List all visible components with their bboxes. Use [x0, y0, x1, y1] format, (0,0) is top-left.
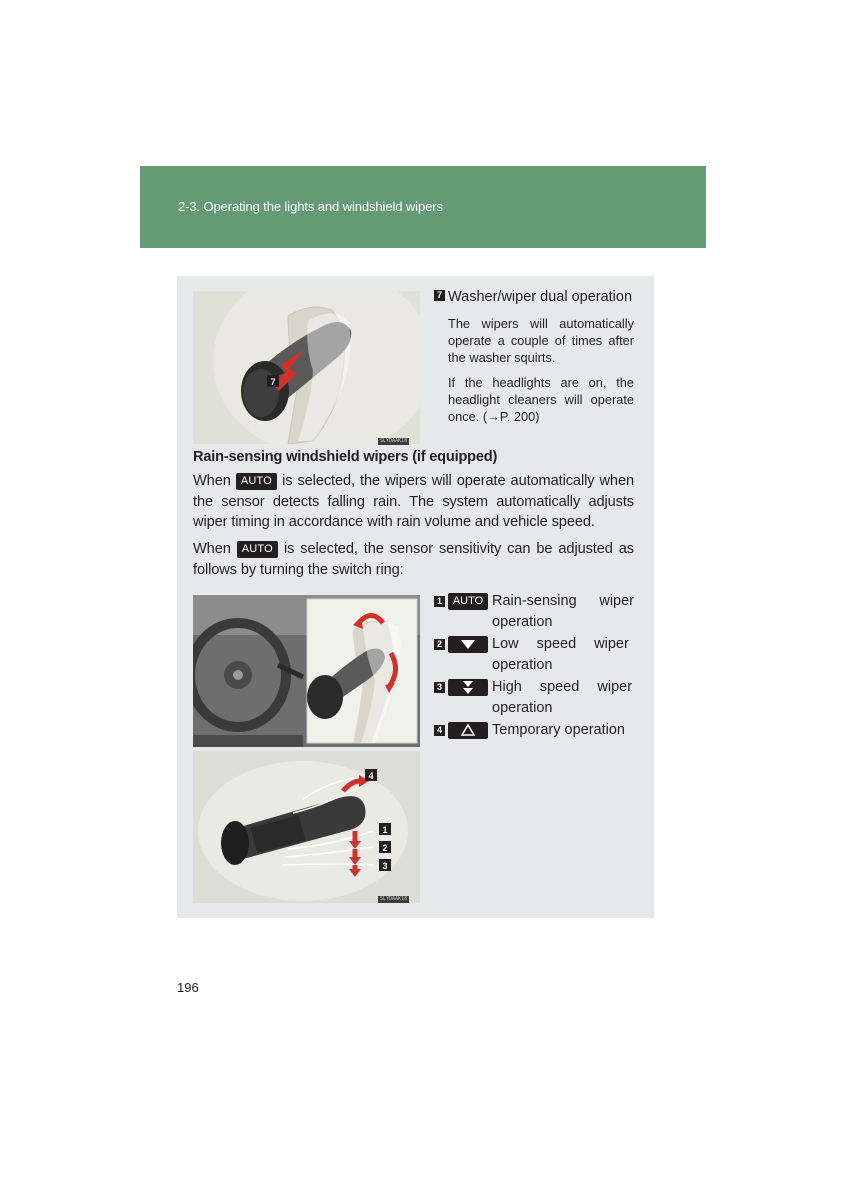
fig3-badge-1: 1 — [382, 825, 388, 835]
chapter-header — [140, 166, 706, 248]
p1-rest: is selected, the wipers will operate automatically when the sensor detects falling rain. The system automatically adjusts wiper timing in accordance with rain volume and vehicle speed. — [193, 473, 634, 530]
cockpit-switch-ring-photo — [193, 595, 420, 747]
legend-line-2: operation — [492, 614, 553, 630]
single-down-triangle-icon — [448, 636, 488, 653]
legend-number: 2 — [434, 639, 445, 650]
lever-positions-photo — [193, 751, 420, 903]
legend-item-1 — [434, 593, 634, 633]
washer-paragraph-2: If the headlights are on, the headlight cleaners will operate once. (→P. 200) — [448, 375, 634, 424]
item-number-badge: 7 — [434, 290, 445, 301]
legend-item-4 — [434, 722, 634, 742]
legend-line-1: High speed wiper — [492, 679, 633, 695]
legend-line-1: Low speed wiper — [492, 636, 629, 652]
rain-paragraph-2 — [193, 539, 634, 580]
fig3-badge-4: 4 — [368, 771, 374, 781]
washer-paragraph-1: The wipers will automatically operate a couple of times after the washer squirts. — [448, 316, 634, 365]
legend-item-3 — [434, 679, 634, 719]
rain-paragraph-1 — [193, 471, 634, 533]
legend-item-2 — [434, 636, 634, 676]
legend-word: wiper — [599, 593, 634, 609]
p2-rest: is selected, the sensor sensitivity can be adjusted as follows by turning the switch ring: — [193, 541, 634, 578]
legend-text — [492, 677, 634, 719]
legend-line-1: Temporary operation — [492, 722, 625, 738]
fig1-code: SLYDAAK18 — [380, 438, 408, 444]
legend-line-2: operation — [492, 700, 553, 716]
auto-chip: AUTO — [448, 593, 488, 610]
legend-line-2: operation — [492, 657, 553, 673]
washer-title: Washer/wiper dual operation — [448, 289, 633, 305]
fig1-badge: 7 — [270, 377, 276, 387]
fig3-badge-3: 3 — [382, 861, 388, 871]
legend-text — [492, 591, 634, 633]
up-triangle-outline-icon — [448, 722, 488, 739]
fig3-badge-2: 2 — [382, 843, 388, 853]
legend-line-1 — [492, 591, 634, 612]
washer-lever-photo — [193, 291, 420, 444]
legend-word: Rain-sensing — [492, 593, 577, 609]
rain-section-title: Rain-sensing windshield wipers (if equipped) — [193, 449, 498, 465]
auto-chip: AUTO — [236, 473, 277, 490]
section-title: 2-3. Operating the lights and windshield wipers — [178, 199, 443, 214]
washer-heading — [434, 288, 644, 306]
auto-chip: AUTO — [237, 541, 278, 558]
page-number: 196 — [177, 980, 199, 995]
legend-text — [492, 720, 634, 741]
legend-number: 3 — [434, 682, 445, 693]
legend-text — [492, 634, 634, 676]
legend-number: 4 — [434, 725, 445, 736]
p1-lead: When — [193, 473, 231, 489]
fig3-code: SLYDAAK18 — [380, 896, 408, 902]
legend-number: 1 — [434, 596, 445, 607]
double-down-triangle-icon — [448, 679, 488, 696]
p2-lead: When — [193, 541, 231, 557]
